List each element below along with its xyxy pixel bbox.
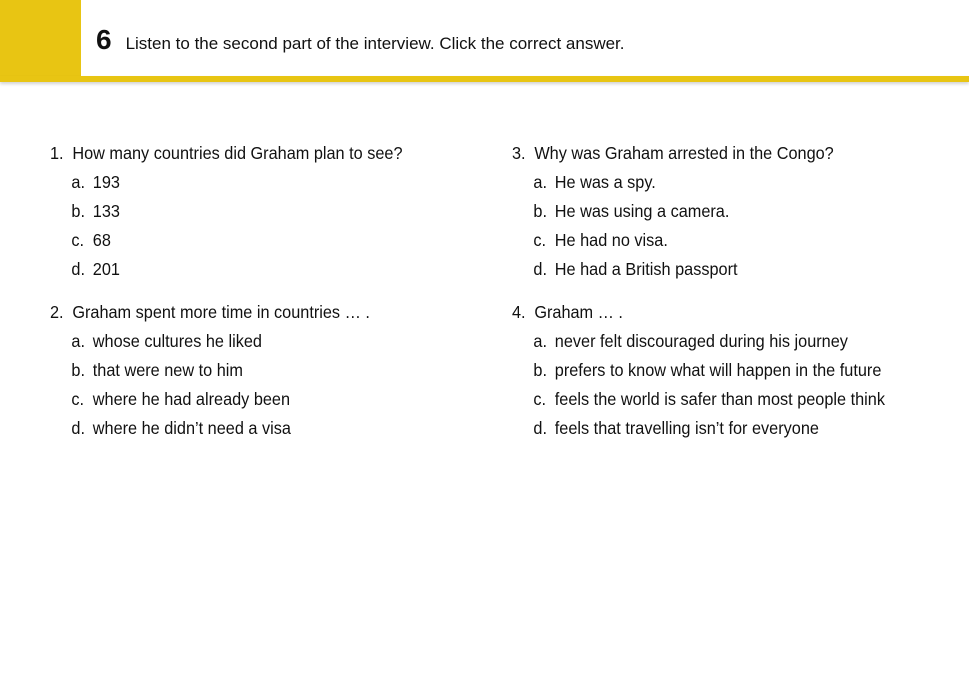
question-1-option-a[interactable] xyxy=(50,168,450,197)
question-4-option-b[interactable] xyxy=(512,356,921,385)
task-instruction: Listen to the second part of the interview. Click the correct answer. xyxy=(125,34,625,53)
question-4 xyxy=(512,298,952,443)
question-1-stem xyxy=(50,139,450,168)
option-letter: d. xyxy=(533,418,547,438)
question-1 xyxy=(50,139,480,284)
question-3-option-b[interactable] xyxy=(512,197,921,226)
option-letter: a. xyxy=(533,331,547,351)
option-text: never felt discouraged during his journey xyxy=(554,331,848,351)
question-1-option-c[interactable] xyxy=(50,226,450,255)
question-2-option-a[interactable] xyxy=(50,327,450,356)
option-text: prefers to know what will happen in the future xyxy=(554,360,882,380)
option-text: He was using a camera. xyxy=(554,201,730,221)
question-2 xyxy=(50,298,480,443)
left-column xyxy=(50,139,480,457)
question-1-text: How many countries did Graham plan to see? xyxy=(72,143,403,163)
option-letter: c. xyxy=(71,230,85,250)
option-text: He was a spy. xyxy=(554,172,656,192)
option-letter: a. xyxy=(533,172,547,192)
option-letter: d. xyxy=(533,259,547,279)
option-text: 133 xyxy=(92,201,120,221)
question-3 xyxy=(512,139,952,284)
question-3-stem xyxy=(512,139,921,168)
question-4-stem xyxy=(512,298,921,327)
option-letter: c. xyxy=(533,389,547,409)
option-letter: a. xyxy=(71,172,85,192)
question-1-number: 1. xyxy=(50,143,64,163)
question-3-option-c[interactable] xyxy=(512,226,921,255)
option-text: that were new to him xyxy=(92,360,243,380)
option-letter: b. xyxy=(71,201,85,221)
option-text: 201 xyxy=(92,259,120,279)
question-1-option-b[interactable] xyxy=(50,197,450,226)
option-text: where he didn’t need a visa xyxy=(92,418,291,438)
option-text: 68 xyxy=(92,230,111,250)
option-letter: c. xyxy=(533,230,547,250)
question-2-stem xyxy=(50,298,450,327)
option-letter: c. xyxy=(71,389,85,409)
option-letter: b. xyxy=(71,360,85,380)
option-letter: d. xyxy=(71,259,85,279)
question-3-option-a[interactable] xyxy=(512,168,921,197)
task-header xyxy=(96,24,625,56)
option-text: He had no visa. xyxy=(554,230,668,250)
question-3-number: 3. xyxy=(512,143,526,163)
option-text: where he had already been xyxy=(92,389,291,409)
question-2-number: 2. xyxy=(50,302,64,322)
question-4-text: Graham … . xyxy=(534,302,623,322)
question-4-option-d[interactable] xyxy=(512,414,921,443)
question-4-option-a[interactable] xyxy=(512,327,921,356)
question-2-text: Graham spent more time in countries … . xyxy=(72,302,370,322)
option-letter: b. xyxy=(533,360,547,380)
question-2-option-c[interactable] xyxy=(50,385,450,414)
task-number: 6 xyxy=(96,24,112,55)
question-2-option-b[interactable] xyxy=(50,356,450,385)
option-text: feels that travelling isn’t for everyone xyxy=(554,418,819,438)
question-4-option-c[interactable] xyxy=(512,385,921,414)
option-text: He had a British passport xyxy=(554,259,738,279)
question-3-option-d[interactable] xyxy=(512,255,921,284)
option-text: whose cultures he liked xyxy=(92,331,262,351)
question-4-number: 4. xyxy=(512,302,526,322)
question-1-option-d[interactable] xyxy=(50,255,450,284)
right-column xyxy=(512,139,952,457)
question-3-text: Why was Graham arrested in the Congo? xyxy=(534,143,834,163)
question-2-option-d[interactable] xyxy=(50,414,450,443)
option-text: 193 xyxy=(92,172,120,192)
option-letter: a. xyxy=(71,331,85,351)
header-rule xyxy=(0,76,969,82)
option-letter: d. xyxy=(71,418,85,438)
option-letter: b. xyxy=(533,201,547,221)
header-accent-block xyxy=(0,0,81,76)
option-text: feels the world is safer than most people think xyxy=(554,389,885,409)
